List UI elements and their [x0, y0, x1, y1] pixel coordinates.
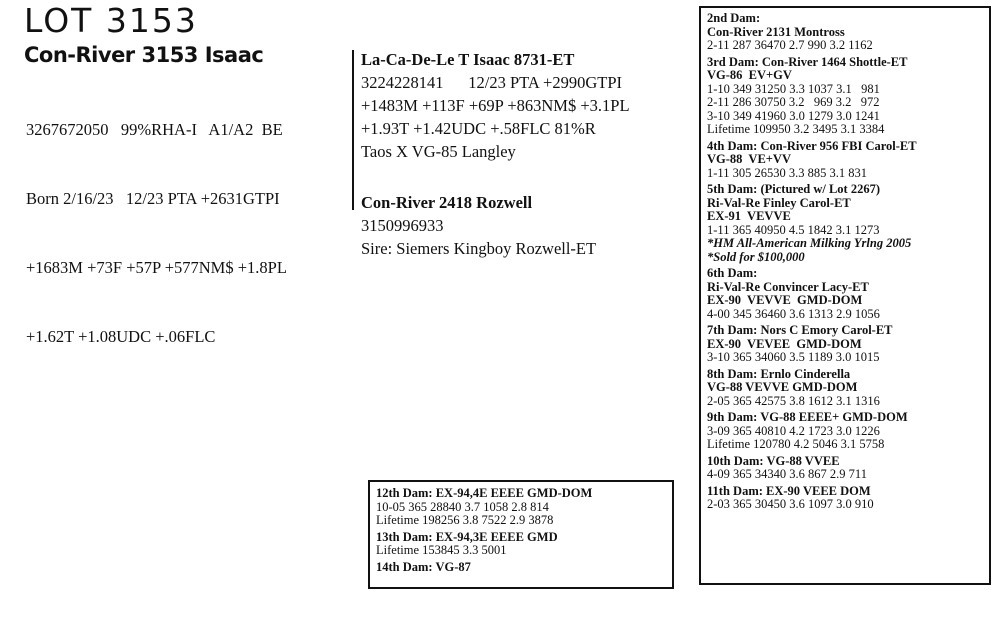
- dam-heading-line: 5th Dam: (Pictured w/ Lot 2267): [707, 182, 881, 196]
- dam-record-line: 10-05 365 28840 3.7 1058 2.8 814: [376, 499, 549, 514]
- dam-heading-line: 9th Dam: VG-88 EEEE+ GMD-DOM: [707, 410, 908, 424]
- animal-birth-line: Born 2/16/23 12/23 PTA +2631GTPI: [26, 189, 280, 208]
- mgs-line: 3150996933: [361, 216, 444, 235]
- dam-record-line: 3-09 365 40810 4.2 1723 3.0 1226: [707, 423, 880, 438]
- dam-entry: [707, 411, 989, 452]
- dam-heading-line: 4th Dam: Con-River 956 FBI Carol-ET: [707, 138, 917, 153]
- dam-entry: [707, 183, 989, 264]
- sire-line: Taos X VG-85 Langley: [361, 142, 516, 161]
- dam-entry: [707, 368, 989, 409]
- animal-name: Con-River 3153 Isaac: [24, 43, 264, 67]
- sire-line: +1.93T +1.42UDC +.58FLC 81%R: [361, 119, 596, 138]
- dam-record-line: 1-10 349 31250 3.3 1037 3.1 981: [707, 81, 880, 96]
- dam-entry: [707, 12, 989, 53]
- dam-record-line: 2-11 286 30750 3.2 969 3.2 972: [707, 95, 880, 109]
- dam-entry: [707, 140, 989, 181]
- dam-heading-line: VG-88 VEVVE GMD-DOM: [707, 380, 858, 394]
- dam-heading-line: 7th Dam: Nors C Emory Carol-ET: [707, 323, 893, 337]
- sire-name: La-Ca-De-Le T Isaac 8731-ET: [361, 50, 575, 69]
- dam-heading-line: 3rd Dam: Con-River 1464 Shottle-ET: [707, 54, 908, 69]
- dam-heading-line: VG-86 EV+GV: [707, 68, 792, 82]
- dam-entry: [707, 56, 989, 137]
- dam-record-line: Lifetime 198256 3.8 7522 2.9 3878: [376, 513, 554, 527]
- dam-heading-line: 8th Dam: Ernlo Cinderella: [707, 366, 851, 381]
- dam-heading-line: Ri-Val-Re Finley Carol-ET: [707, 195, 851, 210]
- pedigree-bracket: [352, 50, 354, 210]
- dam-entry: [707, 267, 989, 321]
- dam-record-line: 4-00 345 36460 3.6 1313 2.9 1056: [707, 306, 880, 321]
- dam-heading-line: Con-River 2131 Montross: [707, 24, 845, 39]
- dam-record-line: 2-03 365 30450 3.6 1097 3.0 910: [707, 497, 874, 511]
- dam-heading-line: EX-90 VEVEE GMD-DOM: [707, 336, 862, 351]
- lower-dam-pedigree-box: [368, 480, 674, 589]
- sire-line: +1483M +113F +69P +863NM$ +3.1PL: [361, 96, 630, 115]
- animal-id-line: 3267672050 99%RHA-I A1/A2 BE: [26, 120, 283, 139]
- dam-pedigree-box: [699, 6, 991, 585]
- dam-heading-line: 11th Dam: EX-90 VEEE DOM: [707, 483, 871, 498]
- dam-entry: [376, 487, 672, 528]
- dam-heading-line: *HM All-American Milking Yrlng 2005: [707, 236, 912, 250]
- dam-entry: [376, 561, 672, 575]
- sire-line: 3224228141 12/23 PTA +2990GTPI: [361, 73, 622, 92]
- dam-record-line: Lifetime 153845 3.3 5001: [376, 543, 507, 557]
- dam-entry: [707, 324, 989, 365]
- mgs-name: Con-River 2418 Rozwell: [361, 193, 533, 212]
- sire-block: [361, 48, 630, 163]
- dam-heading-line: 6th Dam:: [707, 266, 758, 280]
- dam-heading-line: 14th Dam: VG-87: [376, 559, 471, 574]
- mgs-line: Sire: Siemers Kingboy Rozwell-ET: [361, 239, 597, 258]
- animal-type-line: +1.62T +1.08UDC +.06FLC: [26, 327, 216, 346]
- dam-record-line: 3-10 365 34060 3.5 1189 3.0 1015: [707, 350, 880, 364]
- dam-record-line: 4-09 365 34340 3.6 867 2.9 711: [707, 467, 867, 481]
- dam-heading-line: EX-90 VEVVE GMD-DOM: [707, 293, 863, 307]
- dam-record-line: Lifetime 120780 4.2 5046 3.1 5758: [707, 437, 885, 451]
- dam-heading-line: 2nd Dam:: [707, 11, 761, 25]
- dam-entry: [707, 455, 989, 482]
- dam-heading-line: EX-91 VEVVE: [707, 209, 791, 223]
- dam-heading-line: *Sold for $100,000: [707, 249, 805, 264]
- animal-info: [26, 72, 287, 371]
- dam-record-line: 1-11 365 40950 4.5 1842 3.1 1273: [707, 222, 880, 237]
- dam-record-line: 2-05 365 42575 3.8 1612 3.1 1316: [707, 393, 880, 408]
- lot-title: LOT 3153: [24, 1, 198, 40]
- dam-heading-line: 12th Dam: EX-94,4E EEEE GMD-DOM: [376, 486, 593, 500]
- animal-pta-line: +1683M +73F +57P +577NM$ +1.8PL: [26, 258, 287, 277]
- dam-record-line: 3-10 349 41960 3.0 1279 3.0 1241: [707, 108, 880, 123]
- dam-heading-line: Ri-Val-Re Convincer Lacy-ET: [707, 279, 869, 294]
- maternal-grandsire-block: [361, 191, 596, 260]
- dam-heading-line: 13th Dam: EX-94,3E EEEE GMD: [376, 529, 558, 544]
- dam-record-line: 2-11 287 36470 2.7 990 3.2 1162: [707, 38, 873, 52]
- dam-entry: [376, 531, 672, 558]
- dam-entry: [707, 485, 989, 512]
- dam-record-line: Lifetime 109950 3.2 3495 3.1 3384: [707, 122, 885, 136]
- dam-heading-line: VG-88 VE+VV: [707, 152, 791, 166]
- dam-heading-line: 10th Dam: VG-88 VVEE: [707, 453, 840, 468]
- dam-record-line: 1-11 305 26530 3.3 885 3.1 831: [707, 165, 867, 180]
